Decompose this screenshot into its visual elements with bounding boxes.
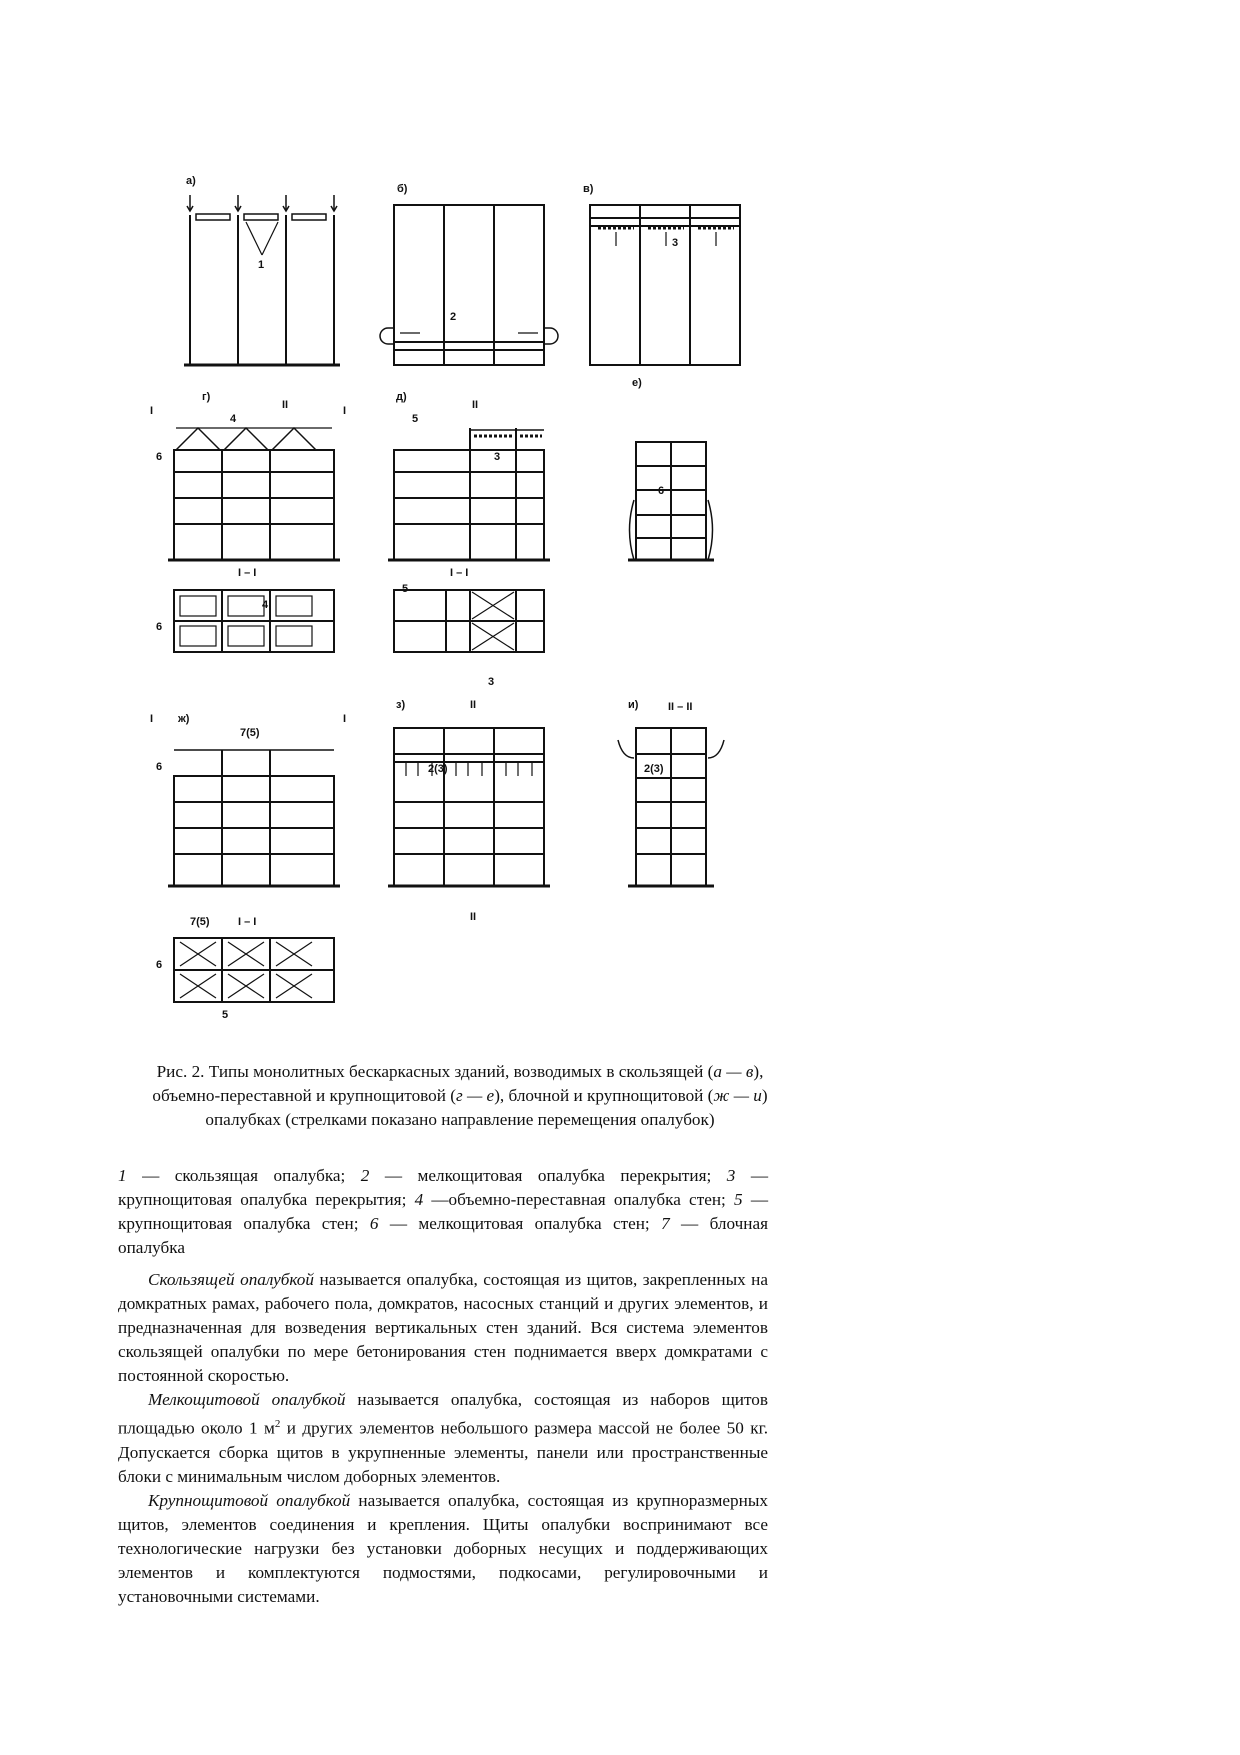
svg-text:I: I [150,405,154,417]
svg-text:I: I [150,713,154,725]
svg-text:4: 4 [262,599,269,611]
svg-text:в): в) [583,183,594,195]
caption-italic-2: г — е [455,1086,495,1105]
legend-num: 7 [661,1214,670,1233]
svg-text:2(3): 2(3) [428,763,448,775]
svg-text:е): е) [632,377,642,389]
figure-drawing [150,160,770,1030]
legend-text: — блочная опалубка [118,1214,769,1257]
panel-zh-plan [156,916,334,1021]
svg-text:II – II: II – II [668,701,693,713]
caption-italic-3: ж — и [713,1086,762,1105]
svg-text:5: 5 [402,583,409,595]
panel-e [628,377,714,560]
svg-text:ж): ж) [178,713,190,725]
superscript: 2 [274,1418,281,1430]
term: Скользящей опалубкой [148,1270,314,1289]
svg-text:6: 6 [156,959,163,971]
caption-text-1: Рис. 2. Типы монолитных бескаркасных зданий, возводимых в скользящей ( [156,1062,714,1081]
svg-text:з): з) [396,699,406,711]
svg-text:I – I: I – I [238,567,257,579]
legend-text: — крупнощитовая опалубка перекрытия; [118,1166,769,1209]
legend-text: — мелкощитовая опалубка перекрытия; [369,1166,727,1185]
panel-z [388,699,550,923]
svg-text:4: 4 [230,413,237,425]
svg-text:5: 5 [412,413,419,425]
caption-text-2: ), объемно-переставной и крупнощитовой ( [152,1062,764,1105]
figure-legend [118,1164,768,1260]
paragraph-sliding-formwork [118,1268,768,1388]
svg-text:I: I [343,405,347,417]
svg-text:5: 5 [222,1009,229,1021]
svg-text:д): д) [396,391,407,403]
legend-text: —объемно-переставная опалубка стен; [423,1190,735,1209]
svg-text:7(5): 7(5) [190,916,210,928]
svg-text:6: 6 [156,761,163,773]
panel-a [184,175,340,365]
svg-text:I – I: I – I [238,916,257,928]
svg-text:а): а) [186,175,196,187]
svg-text:и): и) [628,699,639,711]
svg-text:II: II [470,911,477,923]
panel-i [618,699,724,886]
paragraph-text: называется опалубка, состоящая из щитов, закрепленных на домкратных рамах, рабочего пола, домкратов, насосных станций и других элементов, и предназначенная для возведения вертикальных стен зданий. Вся система элементов скользящей опалубки по мере бетонирования стен поднимается вверх домкратами с постоянной скоростью. [118,1270,768,1385]
svg-text:II: II [472,399,479,411]
legend-num: 3 [726,1166,736,1185]
panel-zh [150,713,346,886]
paragraph-text: называется опалубка, состоящая из наборов щитов площадью около 1 м [118,1390,768,1438]
legend-num: 1 [118,1166,127,1185]
panel-b [380,183,558,365]
svg-text:II: II [282,399,289,411]
legend-text: — крупнощитовая опалубка стен; [118,1190,769,1233]
panel-d-plan [394,567,544,688]
legend-num: 2 [360,1166,370,1185]
legend-num: 6 [369,1214,379,1233]
caption-italic-1: а — в [713,1062,754,1081]
panel-g-plan [156,567,334,652]
panel-g [150,391,346,560]
paragraph-text: и других элементов небольшого размера массой не более 50 кг. Допускается сборка щитов в укрупненные элементы, панели или пространственные блоки с минимальным числом доборных элементов. [118,1418,768,1486]
term: Мелкощитовой опалубкой [148,1390,346,1409]
svg-text:6: 6 [156,451,163,463]
svg-text:б): б) [397,183,408,195]
svg-text:3: 3 [672,237,679,249]
panel-d [388,391,550,560]
svg-text:II: II [470,699,477,711]
legend-num: 4 [414,1190,424,1209]
svg-text:6: 6 [156,621,163,633]
paragraph-text: называется опалубка, состоящая из крупноразмерных щитов, элементов соединения и крепления. Щиты опалубки воспринимают все технологические нагрузки без установки доборных несущих и поддерживающих элементов и комплектуются подмостями, подкосами, регулировочными и установочными системами. [118,1490,768,1606]
svg-text:2(3): 2(3) [644,763,664,775]
svg-text:7(5): 7(5) [240,727,260,739]
svg-text:1: 1 [258,259,265,271]
paragraph-small-panel-formwork [118,1388,768,1489]
caption-text-3: ), блочной и крупнощитовой ( [494,1086,714,1105]
panel-v [583,183,740,365]
legend-text: — мелкощитовая опалубка стен; [378,1214,662,1233]
svg-text:2: 2 [450,311,457,323]
svg-text:3: 3 [488,676,495,688]
svg-text:I: I [343,713,347,725]
svg-text:г): г) [202,391,211,403]
paragraph-large-panel-formwork [118,1489,768,1609]
term: Крупнощитовой опалубкой [148,1490,351,1510]
legend-text: — скользящая опалубка; [126,1166,361,1185]
body-text [118,1268,768,1609]
formwork-diagram [150,160,770,1030]
svg-text:I – I: I – I [450,567,469,579]
figure-caption [150,1060,770,1132]
caption-text-4: ) опалубках (стрелками показано направление перемещения опалубок) [205,1086,768,1129]
legend-num: 5 [734,1190,743,1209]
svg-text:3: 3 [494,451,501,463]
svg-text:6: 6 [658,485,665,497]
